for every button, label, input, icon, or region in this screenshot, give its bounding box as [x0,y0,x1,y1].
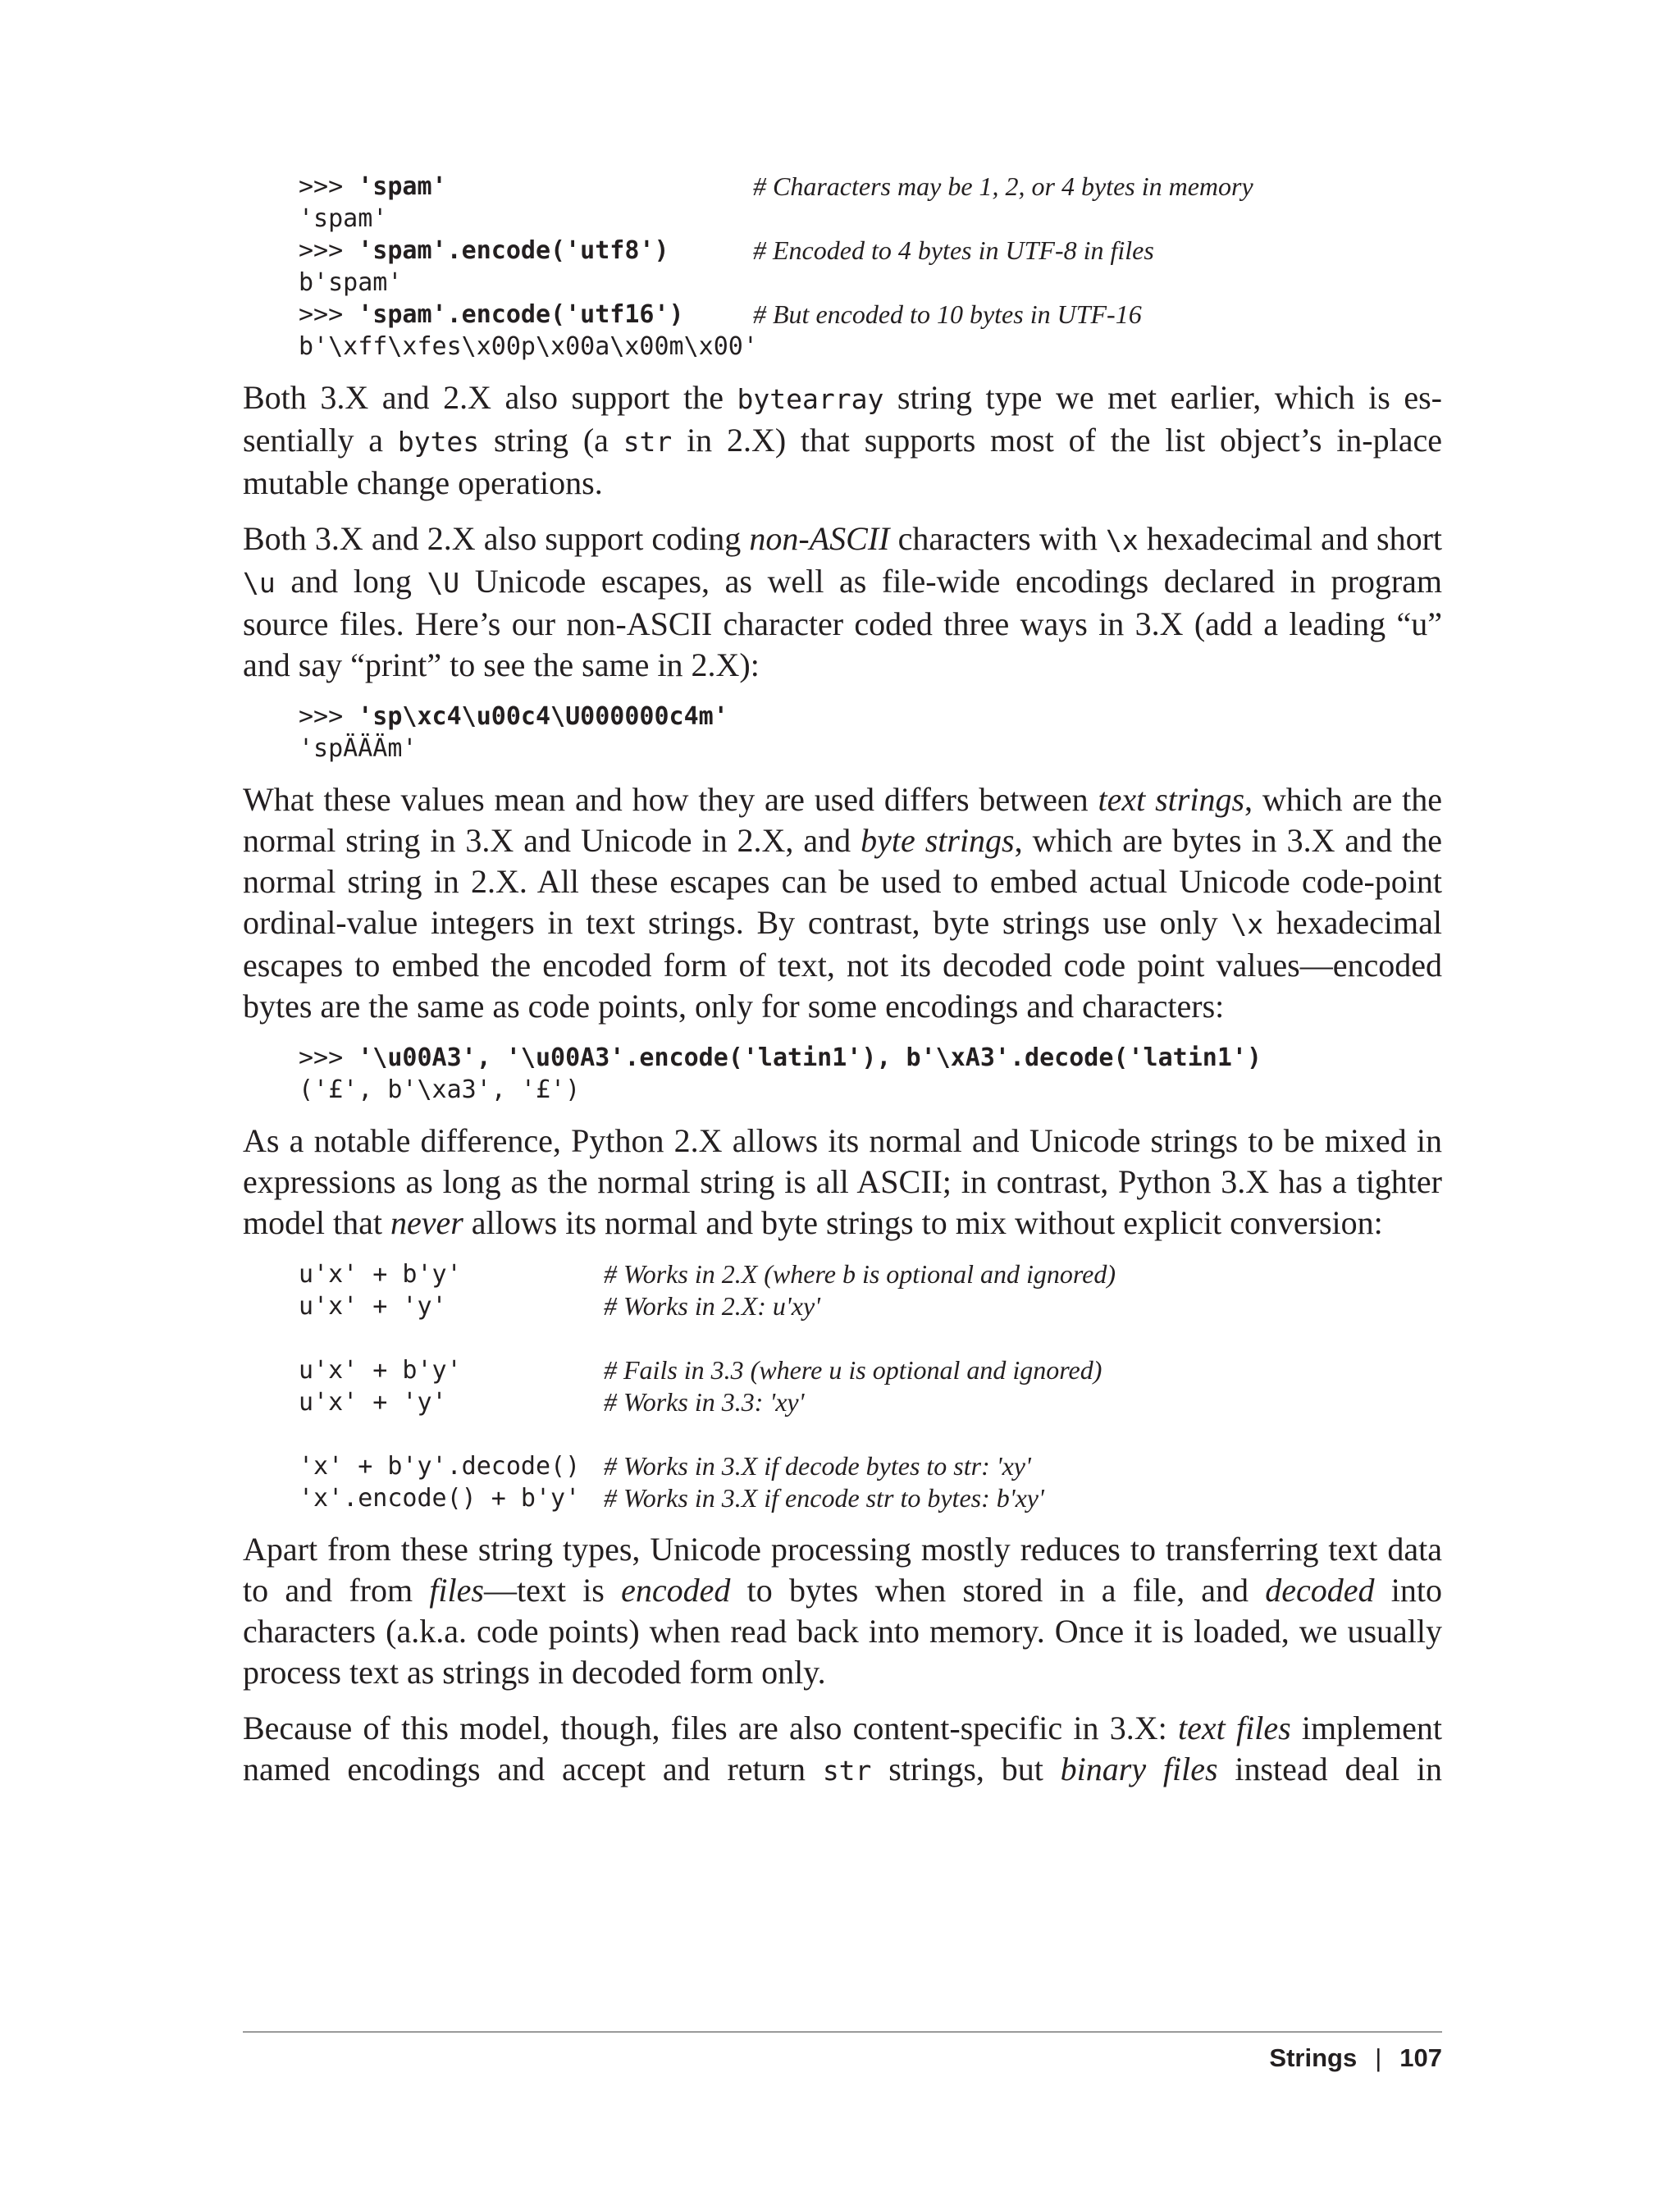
text-run: hexadecimal and short [1138,520,1450,557]
code-input: 'spam'.encode('utf8') [358,236,669,265]
inline-code: str [623,426,673,458]
code-block-encode [299,171,1442,363]
code-line [299,267,1442,299]
page-number: 107 [1399,2043,1442,2072]
text-run: What these values mean and how they are used differs between [243,781,1098,818]
text-run: and long [275,563,427,600]
code-output: 'spÄÄÄm' [299,734,418,763]
footer-rule [243,2031,1442,2033]
code-line [299,171,1442,203]
code-output: b'spam' [299,268,403,297]
emphasis: text files [1178,1710,1291,1746]
inline-code: bytes [397,426,480,458]
inline-code: \u [243,567,276,599]
text-run: Both 3.X and 2.X also support coding [243,520,750,557]
code-line [299,1322,1442,1354]
code-line [299,299,1442,331]
text-run: As a notable difference, Python 2.X allows its normal and Unicode strings to be mixed in expressions as long as the normal string is all ASCII; in contrast, Python 3.X has a tighter model that [243,1122,1450,1241]
code-line [299,1354,1442,1386]
text-run: characters with [889,520,1107,557]
prompt: >>> [299,236,358,265]
code-comment: # Fails in 3.3 (where u is optional and ignored) [604,1355,1102,1385]
emphasis: byte strings [861,822,1015,859]
code-line [299,203,1442,235]
inline-code: \U [427,567,460,599]
code-line [299,701,1442,733]
text-run: , which are the normal string in 3.X and Unicode in 2.X, and [243,781,1450,859]
emphasis: never [390,1204,463,1241]
text-run: instead deal in [1217,1751,1443,1787]
code-line [299,1482,1442,1514]
code-comment: # Works in 2.X: u'xy' [604,1291,821,1321]
text-run: string (a [479,422,623,459]
footer-separator: | [1375,2043,1382,2072]
code-line [299,733,1442,765]
code-output: u'x' + 'y' [299,1292,447,1321]
code-input: 'spam' [358,172,447,201]
emphasis: text strings [1098,781,1245,818]
prompt: >>> [299,702,358,731]
text-run: string type we met earlier, which is essentially a [243,379,1442,459]
code-line [299,1042,1442,1074]
text-run: —text is [483,1572,622,1609]
code-line [299,1386,1442,1418]
code-block-latin1 [299,1042,1442,1106]
code-line [299,331,1442,363]
code-input: 'spam'.encode('utf16') [358,300,684,329]
code-line [299,1074,1442,1106]
emphasis: files [429,1572,484,1609]
code-input: '\u00A3', '\u00A3'.encode('latin1'), b'\xA3'.decode('latin1') [358,1043,1262,1072]
inline-code: \x [1106,524,1139,556]
code-comment: # But encoded to 10 bytes in UTF-16 [753,299,1142,329]
paragraph-mixing-strings [243,1121,1450,1244]
inline-code: str [822,1755,872,1787]
code-output: u'x' + b'y' [299,1356,462,1385]
code-comment: # Works in 3.X if encode str to bytes: b'xy' [604,1483,1044,1513]
paragraph-non-ascii [243,518,1451,686]
code-output: u'x' + b'y' [299,1260,462,1289]
text-run: Apart from these string types, Unicode processing mostly reduces to transferring text data to and from [243,1531,1450,1609]
code-input: 'sp\xc4\u00c4\U000000c4m' [358,702,728,731]
text-run: allows its normal and byte strings to mix without explicit conversion: [463,1204,1383,1241]
emphasis: encoded [621,1572,731,1609]
code-output: 'spam' [299,204,388,233]
code-comment: # Works in 2.X (where b is optional and ignored) [604,1259,1116,1289]
code-comment: # Works in 3.3: 'xy' [604,1387,805,1417]
emphasis: decoded [1265,1572,1375,1609]
inline-code: bytearray [737,383,884,415]
text-run: to bytes when stored in a file, and [730,1572,1266,1609]
paragraph-content-specific-files [243,1708,1450,1792]
page-footer [1269,2039,1442,2077]
code-output: b'\xff\xfes\x00p\x00a\x00m\x00' [299,332,758,361]
inline-code: \x [1230,908,1264,940]
code-line [299,1450,1442,1482]
text-run: Because of this model, though, files are also content-specific in 3.X: [243,1710,1178,1746]
prompt: >>> [299,1043,358,1072]
code-output: 'x'.encode() + b'y' [299,1484,581,1513]
emphasis: binary files [1060,1751,1218,1787]
paragraph-text-vs-byte-strings [243,779,1451,1027]
page-content [243,171,1451,1806]
code-line [299,1418,1442,1450]
prompt: >>> [299,172,358,201]
code-comment: # Encoded to 4 bytes in UTF-8 in files [753,235,1154,265]
code-line [299,1290,1442,1322]
code-line [299,235,1442,267]
code-comment: # Characters may be 1, 2, or 4 bytes in memory [753,171,1253,201]
paragraph-bytearray [243,377,1451,504]
code-comment: # Works in 3.X if decode bytes to str: 'xy' [604,1451,1031,1481]
code-output: ('£', b'\xa3', '£') [299,1075,581,1104]
text-run: hexadecimal escapes to embed the encoded form of text, not its decoded code point values—encoded bytes are the same as code points, only for some encodings and characters: [243,904,1451,1025]
code-block-mixing [299,1258,1442,1514]
code-block-escapes [299,701,1442,765]
text-run: strings, but [871,1751,1061,1787]
code-output: 'x' + b'y'.decode() [299,1452,581,1481]
text-run: , which are bytes in 3.X and the normal string in 2.X. All these escapes can be used to embed actual Unicode code-point ordinal-value integers in text strings. By contrast, byte strings use only [243,822,1451,941]
paragraph-files [243,1529,1450,1693]
text-run: Both 3.X and 2.X also support the [243,379,737,416]
prompt: >>> [299,300,358,329]
text-run: implement named encodings and accept and return [243,1710,1450,1787]
code-output: u'x' + 'y' [299,1388,447,1417]
footer-section-title: Strings [1269,2043,1358,2072]
text-run: Unicode escapes, as well as file-wide encodings declared in program source files. Here’s our non-ASCII character coded three ways in 3.X (add a leading “u” and say “print” to see the same in 2.X): [243,563,1451,683]
text-run: in 2.X) that supports most of the list object’s in-place mutable change operations. [243,422,1451,501]
code-line [299,1258,1442,1290]
emphasis: non-ASCII [749,520,890,557]
text-run: into characters (a.k.a. code points) when read back into memory. Once it is loaded, we usually process text as strings in decoded form only. [243,1572,1450,1691]
